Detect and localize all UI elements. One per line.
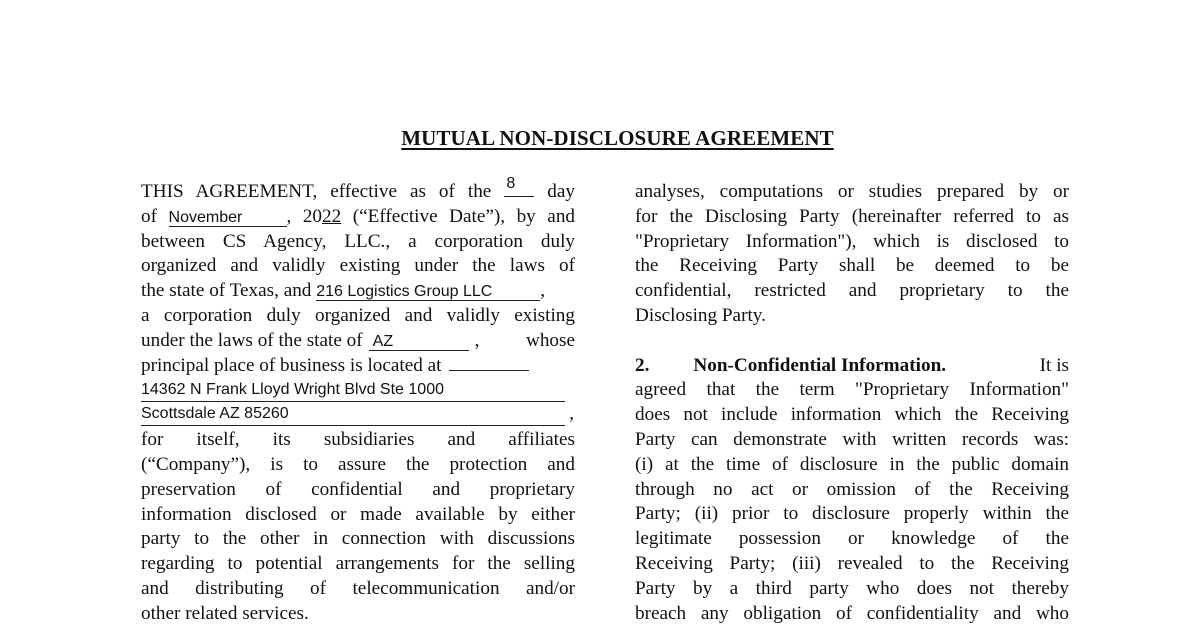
section2-line: Party; (ii) prior to disclosure properly within the — [635, 503, 1069, 525]
section2-line: (i) at the time of disclosure in the public domain — [635, 453, 1069, 475]
day-value: 8 — [506, 175, 516, 192]
section2-line: does not include information which the Receiving — [635, 404, 1069, 426]
section2-line: agreed that the term "Proprietary Information" — [635, 379, 1069, 401]
of-text: of — [141, 205, 157, 227]
state-field[interactable] — [369, 333, 469, 351]
document-title — [0, 126, 1200, 151]
intro-prefix: THIS AGREEMENT, effective as of the — [141, 181, 492, 202]
year-field[interactable]: 22 — [322, 205, 342, 227]
line7-prefix: under the laws of the state of — [141, 329, 363, 351]
line5-suffix: , — [540, 280, 545, 302]
state-value: AZ — [372, 332, 394, 350]
day-suffix: day — [547, 181, 576, 202]
section2-line: through no act or omission of the Receiving — [635, 478, 1069, 500]
line8-text: principal place of business is located at — [141, 354, 442, 376]
intro-line-4: organized and validly existing under the laws of — [141, 255, 575, 277]
para1-line-last: Disclosing Party. — [635, 304, 766, 326]
intro-line-5 — [141, 279, 575, 304]
intro-line-3: between CS Agency, LLC., a corporation duly — [141, 230, 575, 252]
body-line: preservation of confidential and proprietary — [141, 478, 575, 500]
year-prefix: , 20 — [286, 205, 323, 227]
address-blank[interactable] — [449, 356, 529, 371]
month-field[interactable] — [169, 209, 287, 227]
company-name-field[interactable] — [316, 283, 540, 301]
intro-line-8 — [141, 354, 575, 379]
section2-heading-line — [635, 354, 1069, 379]
body-line: party to the other in connection with discussions — [141, 528, 575, 550]
address-line2-value: Scottsdale AZ 85260 — [141, 405, 289, 423]
left-column — [141, 175, 576, 627]
section2-first-tail: It is — [1039, 354, 1069, 376]
address-line2-field[interactable] — [141, 404, 565, 426]
whose-text: whose — [525, 329, 575, 351]
section2-line: Party can demonstrate with written records was: — [635, 428, 1069, 450]
intro-line-1 — [141, 175, 576, 205]
company-name-value: 216 Logistics Group LLC — [316, 283, 493, 301]
section2-line: breach any obligation of confidentiality and who — [635, 602, 1069, 624]
section2-number: 2. — [635, 354, 650, 376]
day-field[interactable] — [504, 175, 534, 197]
section2-line: Receiving Party; (iii) revealed to the Receiving — [635, 552, 1069, 574]
para1-line: confidential, restricted and proprietary to the — [635, 280, 1069, 302]
section2-line: Party by a third party who does not thereby — [635, 577, 1069, 599]
effective-date-text: (“Effective Date”), by and — [352, 205, 576, 227]
section2-heading: Non-Confidential Information. — [693, 354, 947, 376]
para1-line: the Receiving Party shall be deemed to be — [635, 255, 1069, 277]
right-column — [635, 180, 1069, 626]
month-value: November — [168, 208, 243, 226]
section2-line: legitimate possession or knowledge of the — [635, 528, 1069, 550]
body-line: and distributing of telecommunication and/or — [141, 577, 575, 599]
address-line1-field[interactable] — [141, 380, 565, 402]
address-line1-value: 14362 N Frank Lloyd Wright Blvd Ste 1000 — [141, 381, 444, 399]
para1-line: for the Disclosing Party (hereinafter referred to as — [635, 205, 1069, 227]
line5-prefix: the state of Texas, and — [141, 280, 312, 302]
body-line: for itself, its subsidiaries and affiliates — [141, 429, 575, 451]
para1-line: "Proprietary Information"), which is disclosed to — [635, 230, 1069, 252]
para1-line: analyses, computations or studies prepared by or — [635, 181, 1069, 202]
document-title-text: MUTUAL NON-DISCLOSURE AGREEMENT — [401, 126, 834, 150]
body-line: regarding to potential arrangements for the selling — [141, 553, 575, 575]
intro-line-2 — [141, 205, 575, 230]
body-line-last: other related services. — [141, 602, 309, 624]
intro-line-6: a corporation duly organized and validly existing — [141, 304, 575, 326]
intro-line-7: under the laws of the state of AZ , whose — [141, 329, 575, 354]
body-line: (“Company”), is to assure the protection and — [141, 453, 575, 475]
body-line: information disclosed or made available by either — [141, 503, 575, 525]
paragraph-gap — [635, 329, 1069, 354]
